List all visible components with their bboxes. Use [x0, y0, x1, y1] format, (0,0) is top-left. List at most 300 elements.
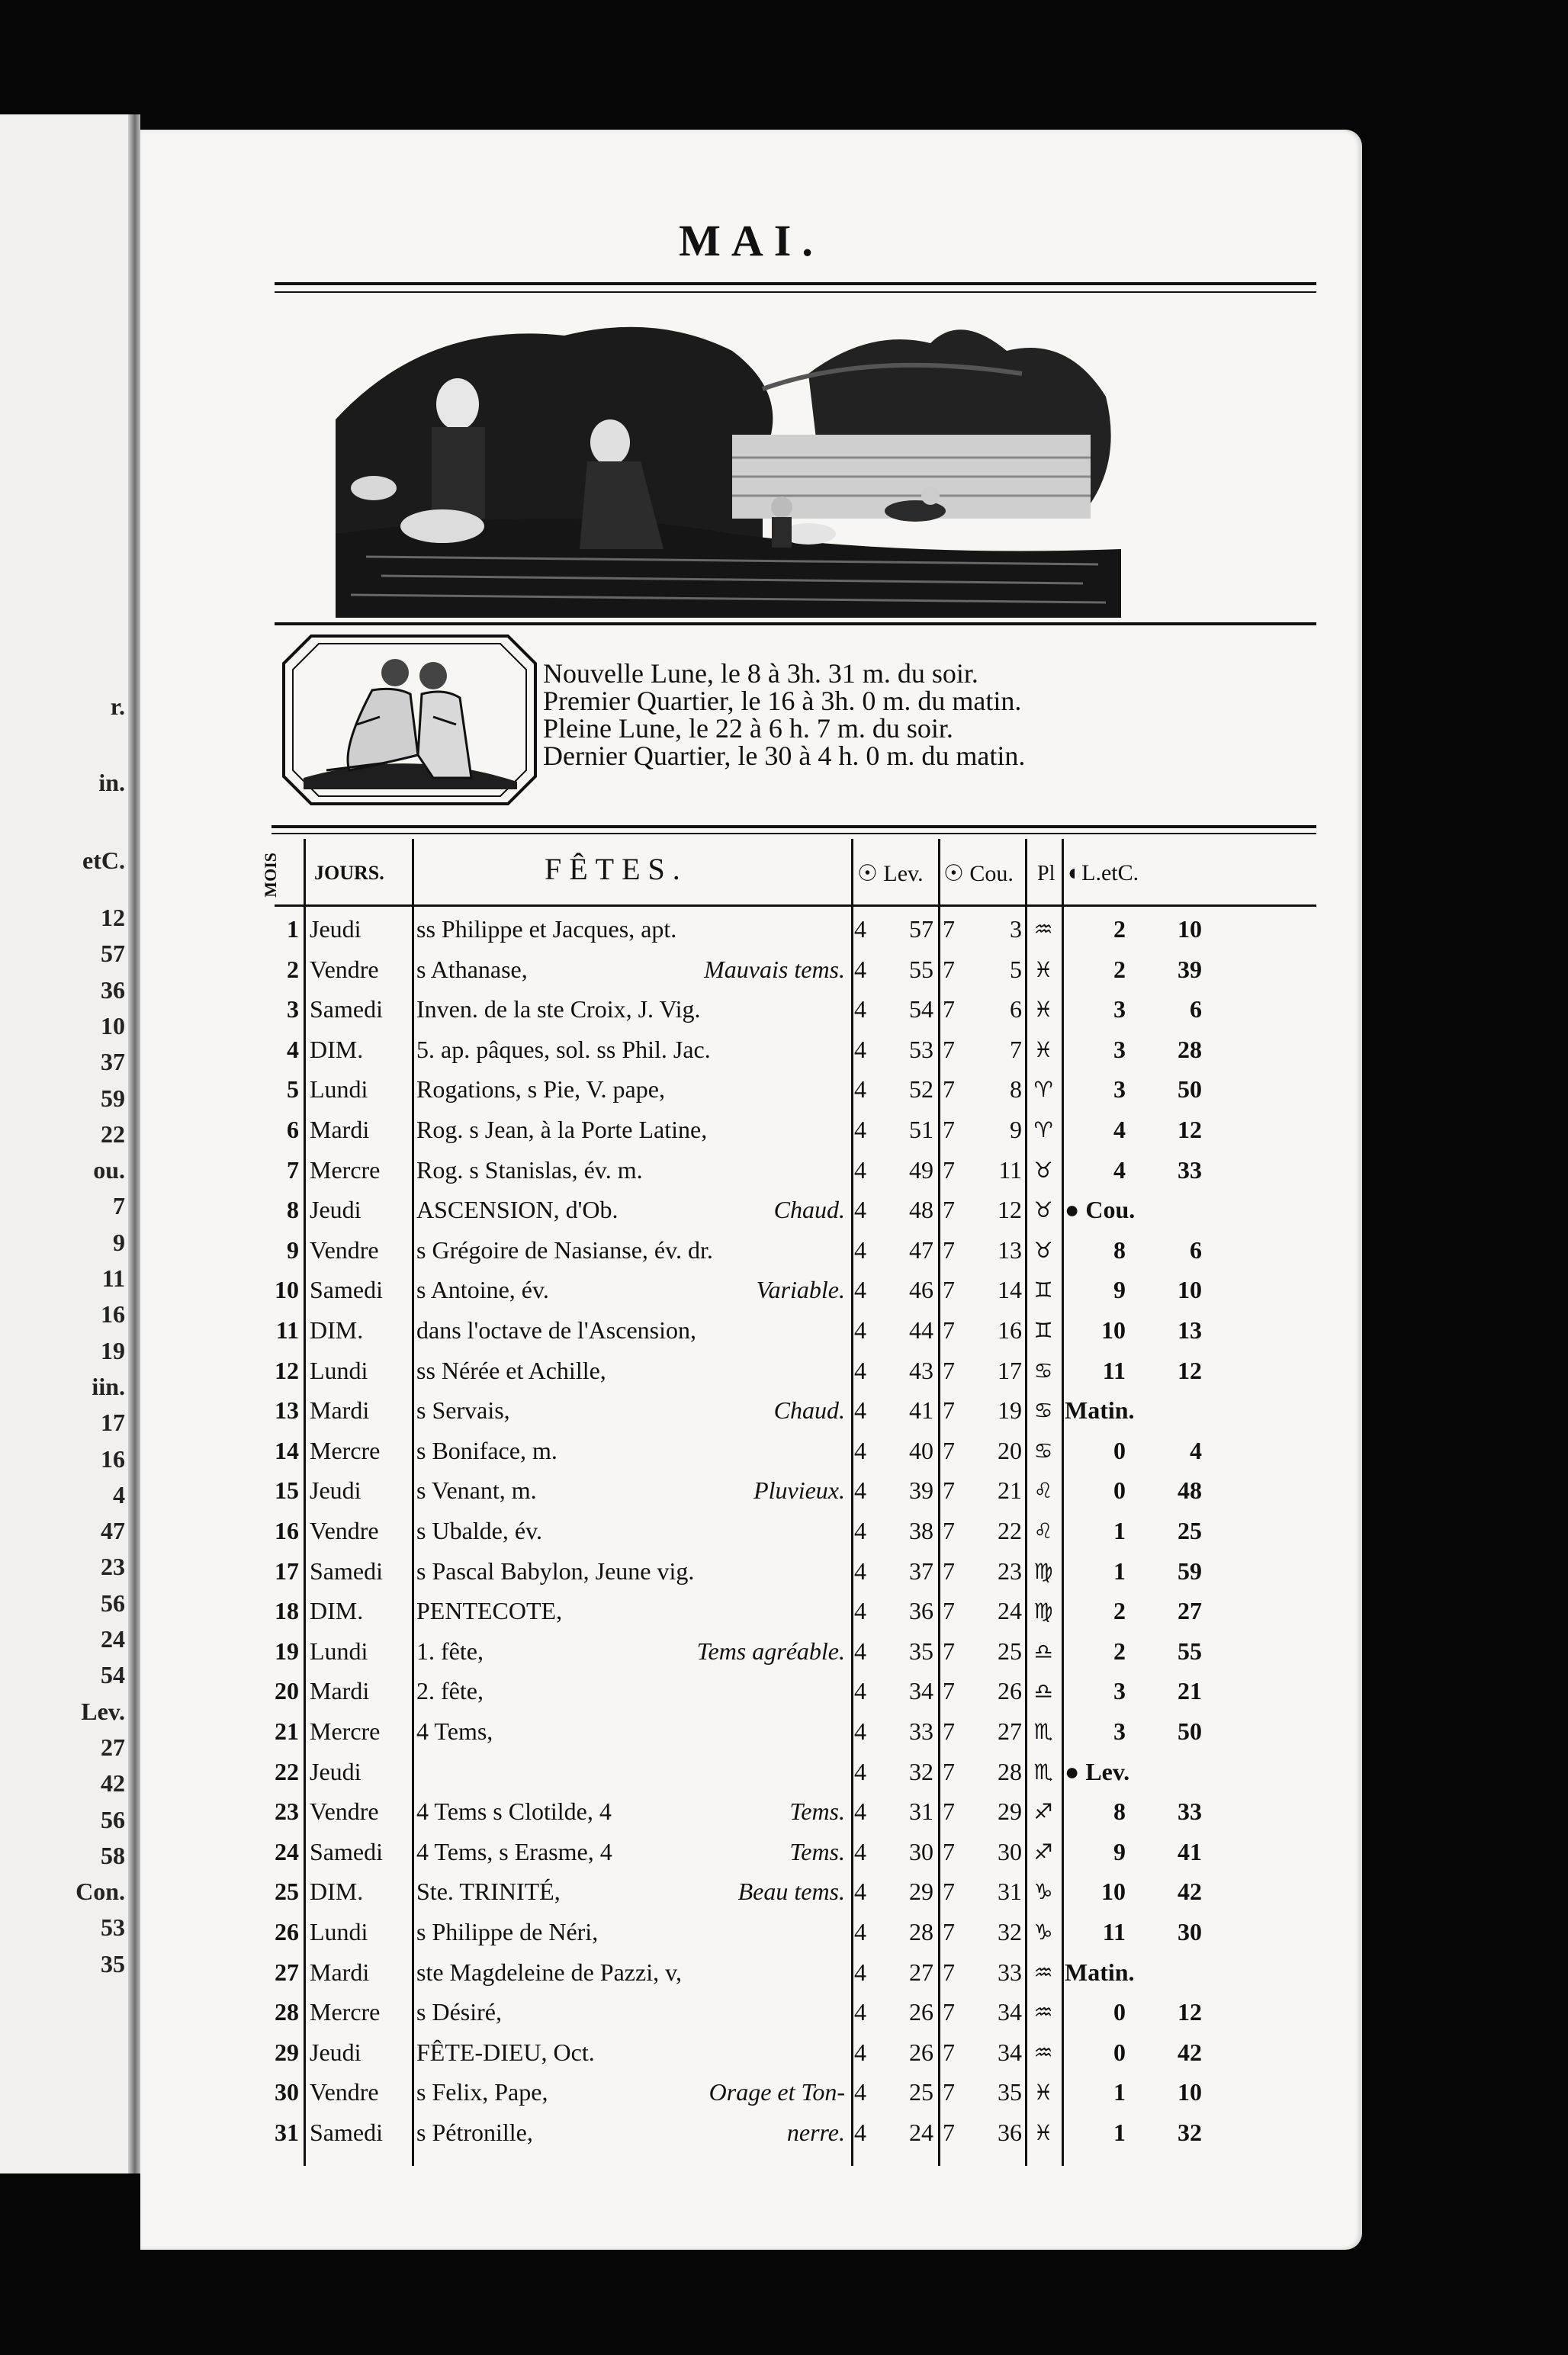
sunrise-minute: 48 [909, 1196, 933, 1224]
moon-value-2: 12 [1178, 1998, 1202, 2026]
prev-page-value: 47 [101, 1517, 125, 1545]
weekday: Jeudi [310, 1196, 361, 1224]
sunset-minute: 5 [1010, 955, 1022, 983]
sunset-hour: 7 [943, 1958, 955, 1986]
col-divider [851, 839, 853, 2166]
weather-note: Mauvais tems. [704, 955, 845, 983]
moon-value-2: 32 [1178, 2119, 1202, 2146]
prev-page-fragment: r. [110, 692, 125, 720]
sunrise-hour: 4 [854, 1798, 866, 1826]
sunset-minute: 34 [998, 2038, 1022, 2066]
sunset-minute: 36 [998, 2119, 1022, 2146]
sunrise-hour: 4 [854, 1436, 866, 1464]
moon-value-1: 3 [1113, 1035, 1126, 1063]
moon-value-1: 2 [1113, 1597, 1126, 1625]
feast: s Felix, Pape, [416, 2078, 548, 2106]
previous-page-fragment [0, 114, 136, 2173]
prev-page-value: 17 [101, 1409, 125, 1437]
day-number: 14 [275, 1436, 299, 1464]
phase-full-moon: Pleine Lune, le 22 à 6 h. 7 m. du soir. [543, 713, 953, 744]
sunrise-hour: 4 [854, 1235, 866, 1264]
sunset-minute: 26 [998, 1677, 1022, 1705]
feast: s Philippe de Néri, [416, 1918, 599, 1945]
sunrise-hour: 4 [854, 1476, 866, 1505]
day-number: 5 [287, 1075, 299, 1104]
moon-value-1: 2 [1113, 915, 1126, 943]
moon-value-2: 28 [1178, 1035, 1202, 1063]
sunset-hour: 7 [943, 1476, 955, 1505]
sunset-minute: 14 [998, 1276, 1022, 1304]
weekday: Jeudi [310, 1476, 361, 1505]
moon-value-1: 0 [1113, 2038, 1126, 2066]
zodiac-sign-icon: ♍ [1033, 1558, 1053, 1584]
sunset-hour: 7 [943, 1557, 955, 1585]
sunrise-minute: 53 [909, 1035, 933, 1063]
weather-note: Chaud. [773, 1396, 845, 1425]
sunrise-hour: 4 [854, 1958, 866, 1986]
feast: s Pascal Babylon, Jeune vig. [416, 1557, 695, 1585]
phase-first-quarter: Premier Quartier, le 16 à 3h. 0 m. du matin. [543, 686, 1022, 716]
prev-page-value: 24 [101, 1625, 125, 1653]
day-number: 30 [275, 2078, 299, 2106]
sunset-minute: 33 [998, 1958, 1022, 1986]
feast: s Ubalde, év. [416, 1517, 542, 1544]
zodiac-sign-icon: ♋ [1033, 1357, 1053, 1383]
sunset-hour: 7 [943, 995, 955, 1023]
day-number: 21 [275, 1717, 299, 1745]
weather-note: Chaud. [773, 1196, 845, 1224]
zodiac-sign-icon: ♌ [1033, 1518, 1053, 1544]
weather-note: Variable. [756, 1276, 845, 1304]
sunset-hour: 7 [943, 1155, 955, 1184]
weekday: Jeudi [310, 915, 361, 943]
day-number: 4 [287, 1035, 299, 1063]
sunrise-minute: 26 [909, 1998, 933, 2026]
feast: PENTECOTE, [416, 1597, 563, 1625]
sunset-minute: 11 [998, 1155, 1022, 1184]
prev-page-value: 35 [101, 1949, 125, 1977]
prev-page-value: iin. [92, 1372, 125, 1400]
sun-icon: ☉ [943, 861, 964, 886]
zodiac-sign-icon: ♐ [1033, 1799, 1053, 1825]
sunset-minute: 27 [998, 1717, 1022, 1745]
moon-value-1: 9 [1113, 1837, 1126, 1865]
header-lune-label: L.etC. [1081, 860, 1139, 885]
sunset-hour: 7 [943, 2078, 955, 2106]
prev-page-value: 37 [101, 1048, 125, 1076]
sunset-minute: 17 [998, 1356, 1022, 1384]
moon-value-2: 12 [1178, 1116, 1202, 1143]
prev-page-value: 56 [101, 1805, 125, 1833]
moon-value-1: 8 [1113, 1235, 1126, 1264]
moon-value-2: 6 [1190, 1235, 1202, 1264]
day-number: 27 [275, 1958, 299, 1986]
day-number: 15 [275, 1476, 299, 1505]
day-number: 31 [275, 2119, 299, 2146]
phase-last-quarter: Dernier Quartier, le 30 à 4 h. 0 m. du matin. [543, 741, 1026, 771]
sunrise-minute: 57 [909, 915, 933, 943]
sunset-hour: 7 [943, 1276, 955, 1304]
prev-page-value: 10 [101, 1011, 125, 1039]
sunset-minute: 32 [998, 1918, 1022, 1945]
prev-page-value: Con. [76, 1878, 125, 1906]
moon-value-2: 42 [1178, 2038, 1202, 2066]
moon-value-2: 48 [1178, 1476, 1202, 1505]
moon-value-2: 27 [1178, 1597, 1202, 1625]
moon-value-2: 4 [1190, 1436, 1202, 1464]
sunrise-minute: 28 [909, 1918, 933, 1945]
sunrise-hour: 4 [854, 1356, 866, 1384]
prev-page-value: 36 [101, 975, 125, 1004]
zodiac-sign-icon: ♊ [1033, 1318, 1053, 1343]
moon-value-1: 11 [1102, 1356, 1126, 1384]
prev-page-value: 11 [101, 1264, 125, 1292]
sunset-minute: 30 [998, 1837, 1022, 1865]
feast: 4 Tems, [416, 1717, 493, 1745]
zodiac-sign-icon: ♒ [1033, 2000, 1053, 2026]
sunrise-hour: 4 [854, 1597, 866, 1625]
weather-note: Tems agréable. [696, 1637, 845, 1665]
zodiac-sign-icon: ♓ [1033, 997, 1053, 1023]
feast: ss Nérée et Achille, [416, 1356, 606, 1384]
moon-value-1: 3 [1113, 1717, 1126, 1745]
day-number: 24 [275, 1837, 299, 1865]
col-divider [1062, 839, 1064, 2166]
weekday: Jeudi [310, 2038, 361, 2066]
feast: s Venant, m. [416, 1476, 537, 1505]
moon-value-2: 10 [1178, 2078, 1202, 2106]
book-gutter [128, 114, 140, 2173]
prev-page-value: 9 [113, 1228, 125, 1256]
sunset-hour: 7 [943, 1436, 955, 1464]
sunset-minute: 23 [998, 1557, 1022, 1585]
feast: ste Magdeleine de Pazzi, v, [416, 1958, 683, 1986]
sunset-hour: 7 [943, 1878, 955, 1906]
header-lev-label: Lev. [883, 861, 924, 886]
zodiac-sign-icon: ♈ [1033, 1077, 1053, 1103]
feast: 5. ap. pâques, sol. ss Phil. Jac. [416, 1035, 711, 1063]
zodiac-sign-icon: ♉ [1033, 1237, 1053, 1263]
weekday: Vendre [310, 2078, 379, 2106]
sunrise-hour: 4 [854, 1757, 866, 1785]
day-number: 23 [275, 1798, 299, 1826]
sunrise-hour: 4 [854, 2038, 866, 2066]
zodiac-sign-icon: ♒ [1033, 2039, 1053, 2065]
header-sunset [943, 860, 1014, 887]
sunset-minute: 29 [998, 1798, 1022, 1826]
moon-value-2: 42 [1178, 1878, 1202, 1906]
sunset-hour: 7 [943, 1035, 955, 1063]
sunrise-minute: 24 [909, 2119, 933, 2146]
moon-value-1: 4 [1113, 1116, 1126, 1143]
sunset-minute: 21 [998, 1476, 1022, 1505]
zodiac-sign-icon: ♏ [1033, 1759, 1053, 1785]
day-number: 17 [275, 1557, 299, 1585]
sunset-minute: 20 [998, 1436, 1022, 1464]
feast: 2. fête, [416, 1677, 484, 1705]
sunrise-minute: 34 [909, 1677, 933, 1705]
sunrise-hour: 4 [854, 1637, 866, 1665]
sunset-hour: 7 [943, 1235, 955, 1264]
sunrise-hour: 4 [854, 1677, 866, 1705]
moon-value-2: 59 [1178, 1557, 1202, 1585]
prev-page-value: 57 [101, 940, 125, 968]
sunset-hour: 7 [943, 1918, 955, 1945]
moon-value-1: 1 [1113, 1557, 1126, 1585]
prev-page-value: 23 [101, 1553, 125, 1581]
sunrise-hour: 4 [854, 1196, 866, 1224]
sunrise-hour: 4 [854, 1557, 866, 1585]
moon-value-2: 12 [1178, 1356, 1202, 1384]
day-number: 19 [275, 1637, 299, 1665]
prev-page-value: 7 [113, 1192, 125, 1220]
zodiac-sign-icon: ♋ [1033, 1398, 1053, 1424]
sunrise-hour: 4 [854, 2078, 866, 2106]
feast: s Athanase, [416, 955, 528, 983]
header-sunrise [857, 860, 924, 887]
moon-value-2: 6 [1190, 995, 1202, 1023]
sunrise-minute: 38 [909, 1517, 933, 1544]
feast: Rogations, s Pie, V. pape, [416, 1075, 665, 1104]
day-number: 9 [287, 1235, 299, 1264]
sunset-minute: 24 [998, 1597, 1022, 1625]
weekday: DIM. [310, 1597, 364, 1625]
sunset-hour: 7 [943, 2119, 955, 2146]
moon-value-1: 2 [1113, 1637, 1126, 1665]
zodiac-sign-icon: ♓ [1033, 1036, 1053, 1062]
moon-value-2: 41 [1178, 1837, 1202, 1865]
prev-page-value: 56 [101, 1589, 125, 1617]
sunrise-hour: 4 [854, 1517, 866, 1544]
sunrise-minute: 30 [909, 1837, 933, 1865]
weekday: DIM. [310, 1878, 364, 1906]
weekday: Lundi [310, 1075, 368, 1104]
moon-value-1: 3 [1113, 1075, 1126, 1104]
weather-note: Beau tems. [737, 1878, 845, 1906]
moon-value-2: 21 [1178, 1677, 1202, 1705]
sunrise-hour: 4 [854, 2119, 866, 2146]
moon-value-2: 50 [1178, 1717, 1202, 1745]
moon-value-1: 11 [1102, 1918, 1126, 1945]
weekday: Vendre [310, 1798, 379, 1826]
sunset-hour: 7 [943, 1837, 955, 1865]
zodiac-sign-icon: ♓ [1033, 2120, 1053, 2145]
sunrise-minute: 55 [909, 955, 933, 983]
sunset-minute: 19 [998, 1396, 1022, 1425]
prev-page-value: 22 [101, 1120, 125, 1148]
feast: s Antoine, év. [416, 1276, 549, 1304]
sunrise-hour: 4 [854, 1276, 866, 1304]
header-planet: Pl [1037, 862, 1056, 885]
sunset-minute: 31 [998, 1878, 1022, 1906]
day-number: 20 [275, 1677, 299, 1705]
sunrise-minute: 49 [909, 1155, 933, 1184]
prev-page-value: 59 [101, 1084, 125, 1112]
sunset-hour: 7 [943, 1798, 955, 1826]
zodiac-sign-icon: ♒ [1033, 917, 1053, 942]
weekday: DIM. [310, 1316, 364, 1344]
feast: 4 Tems, s Erasme, 4 [416, 1837, 612, 1865]
moon-value-1: Matin. [1065, 1958, 1135, 1986]
prev-page-fragment: in. [98, 769, 125, 796]
sunrise-minute: 25 [909, 2078, 933, 2106]
sunrise-minute: 35 [909, 1637, 933, 1665]
sunset-hour: 7 [943, 1517, 955, 1544]
moon-value-2: 10 [1178, 1276, 1202, 1304]
feast: ss Philippe et Jacques, apt. [416, 915, 677, 943]
moon-value-1: 1 [1113, 1517, 1126, 1544]
moon-value-1: 0 [1113, 1436, 1126, 1464]
col-divider [304, 839, 306, 2166]
moon-value-2: 39 [1178, 955, 1202, 983]
zodiac-sign-icon: ♉ [1033, 1197, 1053, 1223]
sunrise-minute: 26 [909, 2038, 933, 2066]
zodiac-sign-icon: ♑ [1033, 1879, 1053, 1905]
sunset-minute: 13 [998, 1235, 1022, 1264]
sunrise-hour: 4 [854, 1918, 866, 1945]
weekday: Lundi [310, 1356, 368, 1384]
moon-value-1: 0 [1113, 1476, 1126, 1505]
feast: dans l'octave de l'Ascension, [416, 1316, 696, 1344]
prev-page-value: 12 [101, 904, 125, 931]
sunrise-hour: 4 [854, 1075, 866, 1104]
page-title: MAI. [679, 216, 824, 265]
sunrise-minute: 40 [909, 1436, 933, 1464]
moon-value-1: 2 [1113, 955, 1126, 983]
moon-value-1: 10 [1101, 1878, 1126, 1906]
sunset-hour: 7 [943, 1075, 955, 1104]
sunrise-minute: 32 [909, 1757, 933, 1785]
moon-value-1: Matin. [1065, 1396, 1135, 1425]
sunset-hour: 7 [943, 1717, 955, 1745]
day-number: 8 [287, 1196, 299, 1224]
weather-note: Orage et Ton- [708, 2078, 845, 2106]
sunset-minute: 28 [998, 1757, 1022, 1785]
moon-value-2: 33 [1178, 1798, 1202, 1826]
sunset-minute: 12 [998, 1196, 1022, 1224]
weekday: Lundi [310, 1918, 368, 1945]
sunset-hour: 7 [943, 1637, 955, 1665]
zodiac-sign-icon: ♉ [1033, 1157, 1053, 1183]
phase-new-moon: Nouvelle Lune, le 8 à 3h. 31 m. du soir. [543, 658, 978, 689]
sunrise-hour: 4 [854, 1155, 866, 1184]
sunrise-minute: 27 [909, 1958, 933, 1986]
sunrise-minute: 36 [909, 1597, 933, 1625]
weekday: Vendre [310, 1235, 379, 1264]
sunrise-minute: 46 [909, 1276, 933, 1304]
weekday: Jeudi [310, 1757, 361, 1785]
day-number: 29 [275, 2038, 299, 2066]
sunset-hour: 7 [943, 1196, 955, 1224]
feast: 1. fête, [416, 1637, 484, 1665]
weekday: Mercre [310, 1436, 381, 1464]
moon-icon: ◐ [1068, 860, 1082, 885]
day-number: 28 [275, 1998, 299, 2026]
zodiac-sign-icon: ♎ [1033, 1679, 1053, 1704]
sunset-minute: 34 [998, 1998, 1022, 2026]
feast: ASCENSION, d'Ob. [416, 1196, 619, 1224]
feast: 4 Tems s Clotilde, 4 [416, 1798, 612, 1826]
feast: s Boniface, m. [416, 1436, 557, 1464]
weekday: Mercre [310, 1717, 381, 1745]
feast: s Grégoire de Nasianse, év. dr. [416, 1235, 713, 1264]
sunset-minute: 22 [998, 1517, 1022, 1544]
sunrise-minute: 54 [909, 995, 933, 1023]
prev-page-value: 54 [101, 1661, 125, 1689]
header-jours: JOURS. [314, 862, 384, 884]
weekday: DIM. [310, 1035, 364, 1063]
prev-page-value: 27 [101, 1733, 125, 1761]
weekday: Mardi [310, 1677, 370, 1705]
feast: s Pétronille, [416, 2119, 533, 2146]
weather-note: Tems. [789, 1837, 845, 1865]
sunrise-minute: 44 [909, 1316, 933, 1344]
header-rule [275, 904, 1316, 907]
weekday: Mercre [310, 1998, 381, 2026]
sunset-hour: 7 [943, 1677, 955, 1705]
sunset-minute: 6 [1010, 995, 1022, 1023]
zodiac-sign-icon: ♌ [1033, 1478, 1053, 1504]
sunrise-minute: 52 [909, 1075, 933, 1104]
moon-value-2: 50 [1178, 1075, 1202, 1104]
sunset-hour: 7 [943, 1396, 955, 1425]
moon-value-1: 0 [1113, 1998, 1126, 2026]
zodiac-sign-icon: ♏ [1033, 1719, 1053, 1744]
zodiac-sign-icon: ♑ [1033, 1920, 1053, 1945]
prev-page-value: 19 [101, 1336, 125, 1364]
sunrise-hour: 4 [854, 955, 866, 983]
col-divider [412, 839, 414, 2166]
moon-value-1: 10 [1101, 1316, 1126, 1344]
sunset-hour: 7 [943, 955, 955, 983]
sunrise-minute: 47 [909, 1235, 933, 1264]
zodiac-sign-icon: ♒ [1033, 1959, 1053, 1985]
sunset-minute: 35 [998, 2078, 1022, 2106]
zodiac-sign-icon: ♍ [1033, 1598, 1053, 1624]
sunset-hour: 7 [943, 915, 955, 943]
moon-value-1: 1 [1113, 2119, 1126, 2146]
moon-value-2: 55 [1178, 1637, 1202, 1665]
feast: Ste. TRINITÉ, [416, 1878, 561, 1906]
zodiac-sign-icon: ♈ [1033, 1117, 1053, 1142]
moon-value-2: 30 [1178, 1918, 1202, 1945]
sunset-minute: 7 [1010, 1035, 1022, 1063]
sunrise-minute: 39 [909, 1476, 933, 1505]
day-number: 18 [275, 1597, 299, 1625]
zodiac-sign-icon: ♎ [1033, 1638, 1053, 1664]
sunrise-hour: 4 [854, 915, 866, 943]
sunrise-minute: 37 [909, 1557, 933, 1585]
sunset-hour: 7 [943, 1316, 955, 1344]
header-cou-label: Cou. [969, 861, 1014, 886]
moon-value-2: 33 [1178, 1155, 1202, 1184]
weekday: Samedi [310, 995, 383, 1023]
zodiac-sign-icon: ♓ [1033, 956, 1053, 982]
sunset-hour: 7 [943, 1757, 955, 1785]
feast: FÊTE-DIEU, Oct. [416, 2038, 595, 2066]
sunset-hour: 7 [943, 1998, 955, 2026]
sunrise-hour: 4 [854, 1878, 866, 1906]
sunset-minute: 25 [998, 1637, 1022, 1665]
moon-value-2: 13 [1178, 1316, 1202, 1344]
day-number: 10 [275, 1276, 299, 1304]
prev-page-value: ou. [93, 1156, 125, 1184]
feast: s Désiré, [416, 1998, 502, 2026]
day-number: 1 [287, 915, 299, 943]
prev-page-value: 42 [101, 1769, 125, 1798]
zodiac-sign-icon: ♊ [1033, 1277, 1053, 1303]
sunrise-hour: 4 [854, 1396, 866, 1425]
